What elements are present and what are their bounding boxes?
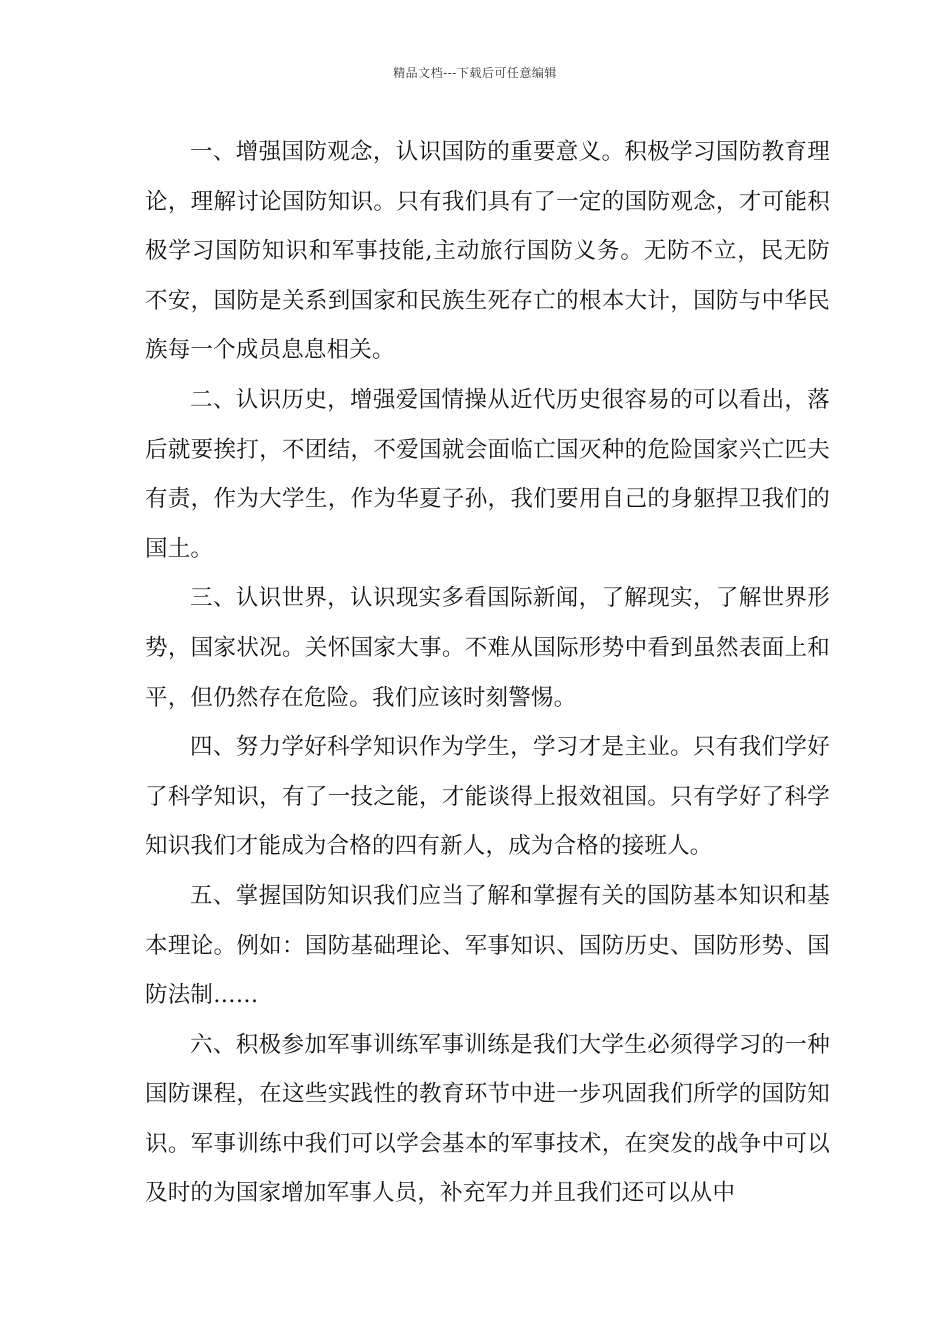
page-header: 精品文档---下载后可任意编辑 <box>393 66 557 80</box>
paragraph-5: 五、掌握国防知识我们应当了解和掌握有关的国防基本知识和基本理论。例如：国防基础理论、军事知识、国防历史、国防形势、国防法制…… <box>145 882 830 1009</box>
paragraph-6: 六、积极参加军事训练军事训练是我们大学生必须得学习的一种国防课程，在这些实践性的教育环节中进一步巩固我们所学的国防知识。军事训练中我们可以学会基本的军事技术，在突发的战争中可以及时的为国家增加军事人员，补充军力并且我们还可以从中 <box>145 1031 830 1207</box>
paragraph-4: 四、努力学好科学知识作为学生，学习才是主业。只有我们学好了科学知识，有了一技之能，才能谈得上报效祖国。只有学好了科学知识我们才能成为合格的四有新人，成为合格的接班人。 <box>145 734 830 860</box>
paragraph-2: 二、认识历史，增强爱国情操从近代历史很容易的可以看出，落后就要挨打，不团结，不爱国就会面临亡国灭种的危险国家兴亡匹夫有责，作为大学生，作为华夏子孙，我们要用自己的身躯捍卫我们的国土。 <box>145 386 830 562</box>
document-body <box>145 128 830 1219</box>
paragraph-1: 一、增强国防观念，认识国防的重要意义。积极学习国防教育理论，理解讨论国防知识。只有我们具有了一定的国防观念，才可能积极学习国防知识和军事技能,主动旅行国防义务。无防不立，民无防不安，国防是关系到国家和民族生死存亡的根本大计，国防与中华民族每一个成员息息相关。 <box>145 139 830 364</box>
paragraph-3: 三、认识世界，认识现实多看国际新闻，了解现实，了解世界形势，国家状况。关怀国家大事。不难从国际形势中看到虽然表面上和平，但仍然存在危险。我们应该时刻警惕。 <box>145 585 830 711</box>
